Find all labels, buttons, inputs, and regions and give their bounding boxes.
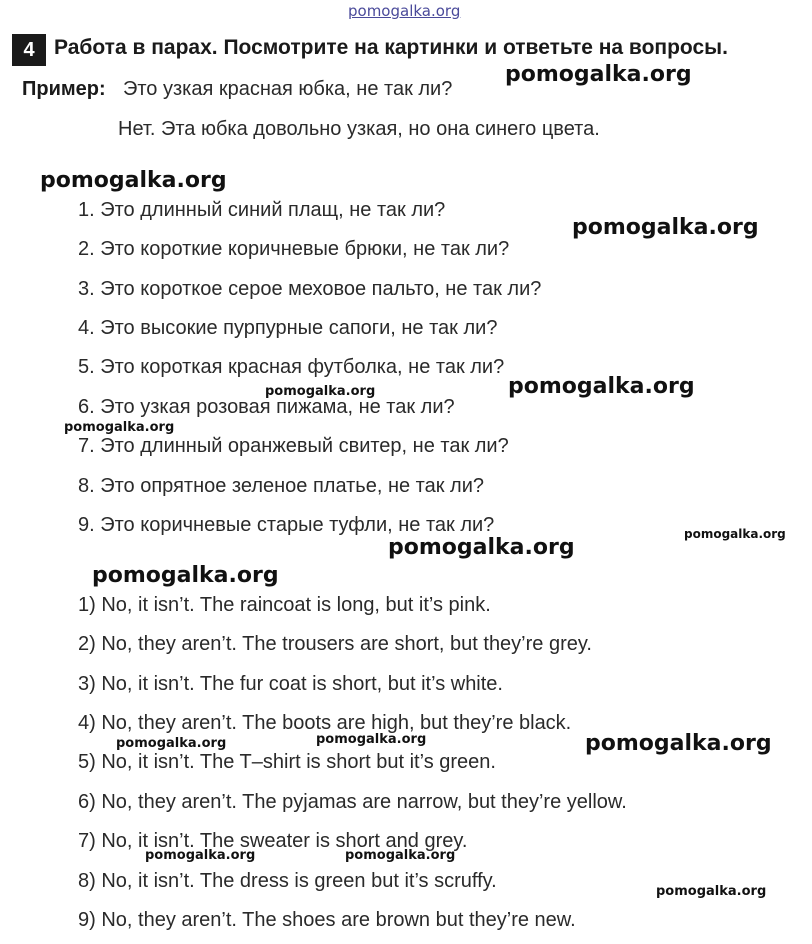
watermark: pomogalka.org	[116, 736, 227, 751]
watermark: pomogalka.org	[505, 62, 692, 87]
watermark: pomogalka.org	[348, 2, 461, 20]
question-item: 9. Это коричневые старые туфли, не так ли?	[78, 514, 495, 536]
watermark: pomogalka.org	[388, 535, 575, 560]
answer-item: 9) No, they aren’t. The shoes are brown but they’re new.	[78, 909, 576, 931]
answer-item: 1) No, it isn’t. The raincoat is long, but it’s pink.	[78, 594, 491, 616]
watermark: pomogalka.org	[316, 732, 427, 747]
question-item: 7. Это длинный оранжевый свитер, не так ли?	[78, 435, 509, 457]
watermark: pomogalka.org	[345, 848, 456, 863]
answer-item: 8) No, it isn’t. The dress is green but it’s scruffy.	[78, 870, 497, 892]
question-item: 3. Это короткое серое меховое пальто, не так ли?	[78, 278, 542, 300]
example-label: Пример:	[22, 78, 106, 100]
answer-item: 5) No, it isn’t. The T–shirt is short but it’s green.	[78, 751, 496, 773]
watermark: pomogalka.org	[508, 374, 695, 399]
watermark: pomogalka.org	[572, 215, 759, 240]
question-item: 8. Это опрятное зеленое платье, не так ли?	[78, 475, 485, 497]
example-question: Это узкая красная юбка, не так ли?	[123, 78, 453, 100]
answer-item: 6) No, they aren’t. The pyjamas are narrow, but they’re yellow.	[78, 791, 627, 813]
question-item: 2. Это короткие коричневые брюки, не так ли?	[78, 238, 510, 260]
answer-item: 2) No, they aren’t. The trousers are short, but they’re grey.	[78, 633, 592, 655]
watermark: pomogalka.org	[40, 168, 227, 193]
example-answer: Нет. Эта юбка довольно узкая, но она синего цвета.	[118, 118, 600, 140]
watermark: pomogalka.org	[145, 848, 256, 863]
task-title: Работа в парах. Посмотрите на картинки и ответьте на вопросы.	[54, 36, 728, 59]
watermark: pomogalka.org	[265, 384, 376, 399]
answer-item: 3) No, it isn’t. The fur coat is short, but it’s white.	[78, 673, 503, 695]
watermark: pomogalka.org	[585, 731, 772, 756]
question-item: 4. Это высокие пурпурные сапоги, не так ли?	[78, 317, 498, 339]
watermark: pomogalka.org	[656, 884, 767, 899]
answer-item: 7) No, it isn’t. The sweater is short and grey.	[78, 830, 468, 852]
watermark: pomogalka.org	[92, 563, 279, 588]
question-item: 6. Это узкая розовая пижама, не так ли?	[78, 396, 455, 418]
answer-item: 4) No, they aren’t. The boots are high, but they’re black.	[78, 712, 572, 734]
watermark: pomogalka.org	[684, 527, 786, 541]
question-item: 5. Это короткая красная футболка, не так ли?	[78, 356, 505, 378]
question-item: 1. Это длинный синий плащ, не так ли?	[78, 199, 446, 221]
task-number: 4	[12, 34, 46, 66]
watermark: pomogalka.org	[64, 420, 175, 435]
